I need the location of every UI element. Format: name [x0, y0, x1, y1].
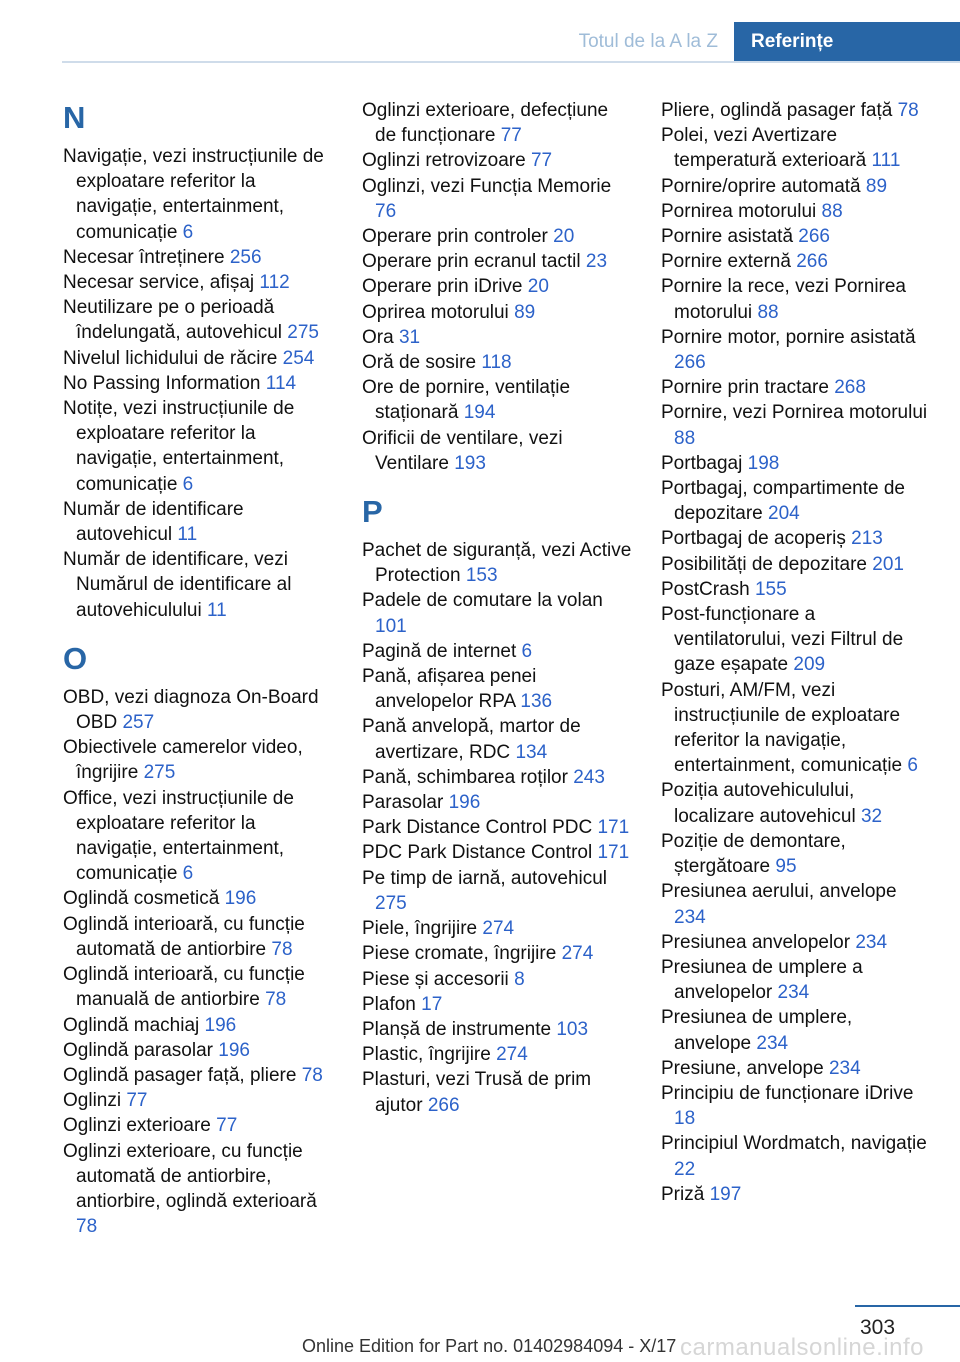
index-entry: [362, 148, 632, 173]
index-entry: [661, 829, 931, 879]
index-entry: [661, 1131, 931, 1181]
index-entry-term: Oglinzi, vezi Funcția Memorie: [362, 175, 612, 197]
index-entry: [63, 295, 333, 345]
index-entry: [661, 249, 931, 274]
index-entry-term: Pană, schimbarea roților: [362, 766, 568, 788]
page-link[interactable]: 77: [500, 125, 522, 147]
index-entry: [63, 1013, 333, 1038]
index-entry: [63, 270, 333, 295]
index-entry: [661, 98, 931, 123]
page-link[interactable]: 275: [143, 762, 176, 784]
index-entry-term: Pană anvelopă, martor de avertizare, RDC: [362, 716, 581, 763]
index-entry: [661, 123, 931, 173]
page-link[interactable]: 95: [775, 856, 797, 878]
index-entry: [661, 879, 931, 929]
index-entry: [362, 375, 632, 425]
page-link[interactable]: 88: [821, 200, 843, 222]
index-entry-term: Principiu de funcționare iDrive: [661, 1082, 914, 1104]
page-link[interactable]: 17: [421, 993, 443, 1015]
index-entry: [362, 941, 632, 966]
index-entry: [362, 916, 632, 941]
index-entry-term: Oglinzi retrovizoare: [362, 150, 526, 172]
index-entry-term: Număr de identificare autovehicul: [63, 498, 244, 546]
page-link[interactable]: 254: [282, 347, 315, 369]
index-entry: [661, 1182, 931, 1207]
index-entry-term: Office, vezi instrucțiunile de exploatare referitor la navigație, entertainment, comunicație: [63, 787, 294, 885]
header-tabs: [565, 22, 960, 62]
index-entry-term: Pornire asistată: [661, 226, 794, 248]
index-entry: [63, 1113, 333, 1138]
index-entry-term: Necesar întreținere: [63, 246, 225, 268]
index-entry-term: Obiectivele camerelor video, îngrijire: [63, 737, 303, 784]
index-entry: [63, 396, 333, 497]
index-entry-term: Pornire externă: [661, 251, 791, 273]
index-entry-term: Principiul Wordmatch, navigație: [661, 1133, 927, 1155]
page-link[interactable]: 101: [375, 615, 407, 637]
page-link[interactable]: 78: [76, 1216, 98, 1238]
index-entry-term: Pornire, vezi Pornirea motorului: [661, 402, 928, 424]
page-link[interactable]: 213: [851, 528, 883, 550]
index-entry: [362, 174, 632, 224]
page-link[interactable]: 89: [865, 175, 888, 197]
index-entry: [362, 224, 632, 249]
index-entry-term: Presiunea aerului, anvelope: [661, 881, 897, 903]
index-entry: [661, 400, 931, 450]
index-entry-term: Necesar service, afișaj: [63, 272, 255, 294]
index-entry-term: Post-funcționare a ventilatorului, vezi Filtrul de gaze eșapate: [661, 604, 904, 676]
page-link[interactable]: 234: [855, 931, 888, 953]
index-entry: [661, 955, 931, 1005]
page-link[interactable]: 209: [793, 654, 826, 676]
index-entry-term: Piese cromate, îngrijire: [362, 943, 557, 965]
index-entry: [362, 538, 632, 588]
index-entry-term: Park Distance Control PDC: [362, 817, 593, 839]
index-entry: [362, 274, 632, 299]
page-link[interactable]: 111: [871, 150, 901, 172]
index-entry: [63, 371, 333, 396]
page-link[interactable]: 193: [454, 452, 486, 474]
index-entry: [362, 664, 632, 714]
page-number: 303: [860, 1316, 896, 1339]
page-link[interactable]: 197: [709, 1183, 742, 1205]
index-entry-term: Operare prin iDrive: [362, 276, 523, 298]
page-link[interactable]: 196: [204, 1014, 237, 1036]
page-link[interactable]: 11: [177, 524, 198, 546]
page-link[interactable]: 77: [126, 1090, 148, 1112]
index-entry: [63, 1088, 333, 1113]
index-entry: [661, 552, 931, 577]
index-entry: [362, 992, 632, 1017]
page-link[interactable]: 89: [514, 301, 536, 323]
page-link[interactable]: 78: [897, 100, 919, 121]
index-entry: [362, 1042, 632, 1067]
index-entry-term: Oglindă interioară, cu funcție manuală de antiorbire: [63, 964, 305, 1011]
page-link[interactable]: 266: [427, 1094, 460, 1116]
index-entry-term: Oră de sosire: [362, 352, 477, 374]
index-entry-term: Ora: [362, 326, 394, 348]
index-entry: [63, 786, 333, 887]
index-entry: [661, 577, 931, 602]
page-link[interactable]: 78: [265, 989, 287, 1011]
page-link[interactable]: 6: [907, 755, 918, 777]
page-link[interactable]: 266: [796, 251, 828, 273]
index-entry: [362, 790, 632, 815]
index-entry-term: Oglindă pasager față, pliere: [63, 1064, 297, 1086]
page-link[interactable]: 234: [777, 982, 810, 1004]
index-entry-term: Pornire la rece, vezi Pornirea motorului: [661, 276, 906, 323]
index-entry-term: Oglinzi exterioare, defecțiune de funcționare: [362, 100, 609, 147]
index-entry: [362, 815, 632, 840]
index-entry: [661, 174, 931, 199]
index-entry-term: No Passing Information: [63, 372, 261, 394]
page-link[interactable]: 198: [747, 452, 780, 474]
index-entry: [661, 199, 931, 224]
index-entry: [661, 476, 931, 526]
index-letter-heading: P: [362, 494, 383, 530]
index-entry: [362, 588, 632, 638]
index-entry: [63, 1139, 333, 1240]
index-column-3: [661, 98, 931, 1207]
index-entry-term: Presiunea anvelopelor: [661, 931, 851, 953]
index-entry: [661, 451, 931, 476]
footer-edition: Online Edition for Part no. 01402984094 - X/17: [302, 1336, 677, 1356]
page-link[interactable]: 171: [597, 817, 630, 839]
index-entry-term: Oglinzi exterioare: [63, 1115, 211, 1137]
index-entry: [362, 426, 632, 476]
index-entry-term: Plasturi, vezi Trusă de prim ajutor: [362, 1069, 592, 1116]
index-entry-term: Poziția autovehiculului, localizare autovehicul: [661, 780, 856, 827]
index-column-1: [63, 98, 333, 1239]
page-link[interactable]: 196: [224, 888, 257, 910]
index-entry-term: Presiune, anvelope: [661, 1057, 824, 1079]
index-entry: [661, 526, 931, 551]
index-entry-term: Presiunea de umplere, anvelope: [661, 1007, 853, 1054]
index-entry-term: Pornire motor, pornire asistată: [661, 326, 916, 348]
page-link[interactable]: 201: [872, 553, 904, 575]
page-link[interactable]: 194: [463, 402, 496, 424]
index-entry-term: Oglinzi exterioare, cu funcție automată de antiorbire, antiorbire, oglindă exterioară: [63, 1140, 317, 1212]
page-link[interactable]: 266: [798, 226, 830, 248]
index-entry-term: Orificii de ventilare, vezi Ventilare: [362, 427, 563, 474]
page-link[interactable]: 6: [182, 221, 194, 243]
page-link[interactable]: 171: [597, 842, 630, 864]
page-link[interactable]: 274: [561, 943, 594, 965]
page-link[interactable]: 31: [398, 326, 421, 348]
index-entry: [63, 1063, 333, 1088]
page-link[interactable]: 32: [860, 805, 883, 827]
index-entry: [362, 249, 632, 274]
index-entry-term: Nivelul lichidului de răcire: [63, 347, 278, 369]
page-link[interactable]: 11: [206, 599, 227, 621]
index-entry: [63, 346, 333, 371]
index-entry: [362, 639, 632, 664]
index-entry-term: Priză: [661, 1183, 705, 1205]
index-entry-term: Portbagaj: [661, 452, 743, 474]
index-entry-term: Pornirea motorului: [661, 200, 817, 222]
index-entry-term: Parasolar: [362, 792, 444, 814]
page-link[interactable]: 234: [828, 1057, 861, 1079]
page-link[interactable]: 275: [375, 892, 407, 914]
index-entry-term: Pe timp de iarnă, autovehicul: [362, 867, 608, 889]
index-entry-term: Pachet de siguranță, vezi Active Protection: [362, 540, 632, 587]
index-entry-term: Navigație, vezi instrucțiunile de exploatare referitor la navigație, entertainment, comunicație: [63, 146, 324, 243]
page-link[interactable]: 77: [530, 150, 553, 172]
index-entry: [362, 325, 632, 350]
page-link[interactable]: 243: [573, 766, 605, 788]
index-entry: [661, 1056, 931, 1081]
index-entry: [63, 497, 333, 547]
page-link[interactable]: 20: [527, 276, 549, 298]
index-entry-term: Piele, îngrijire: [362, 918, 478, 940]
index-entry-term: Pornire prin tractare: [661, 377, 829, 399]
index-entry: [63, 245, 333, 270]
page-link[interactable]: 18: [674, 1108, 696, 1130]
page-link[interactable]: 6: [182, 863, 194, 885]
index-entry: [661, 325, 931, 375]
index-entry: [63, 547, 333, 623]
page-link[interactable]: 8: [514, 968, 525, 990]
index-entry-term: OBD, vezi diagnoza On-Board OBD: [63, 686, 319, 734]
page-link[interactable]: 78: [301, 1064, 323, 1086]
page-link[interactable]: 6: [182, 473, 194, 495]
index-entry: [661, 274, 931, 324]
index-entry-term: Număr de identificare, vezi Numărul de identificare al autovehiculului: [63, 549, 292, 621]
index-entry: [362, 300, 632, 325]
index-entry-term: Operare prin ecranul tactil: [362, 251, 581, 273]
index-entry: [661, 1081, 931, 1131]
page-link[interactable]: 196: [448, 792, 481, 814]
index-entry-term: Operare prin controler: [362, 226, 548, 248]
index-letter-heading: N: [63, 100, 86, 135]
page-link[interactable]: 23: [585, 251, 608, 273]
page-link[interactable]: 136: [520, 691, 553, 713]
page-link[interactable]: 77: [216, 1115, 238, 1137]
index-entry-term: PostCrash: [661, 578, 750, 600]
index-entry-term: Oglindă machiaj: [63, 1014, 200, 1036]
index-entry: [63, 1038, 333, 1063]
page-link[interactable]: 266: [674, 352, 706, 374]
page-link[interactable]: 20: [553, 226, 575, 248]
index-entry: [661, 1005, 931, 1055]
index-entry-term: Pornire/oprire automată: [661, 175, 861, 197]
index-entry-term: Poziție de demontare, ștergătoare: [661, 830, 846, 878]
page-link[interactable]: 112: [259, 272, 290, 294]
index-entry: [63, 735, 333, 785]
index-entry-term: Pană, afișarea penei anvelopelor RPA: [362, 666, 537, 713]
index-entry: [661, 930, 931, 955]
page-link[interactable]: 134: [515, 741, 548, 763]
index-entry: [63, 144, 333, 245]
index-entry-term: Portbagaj, compartimente de depozitare: [661, 478, 905, 525]
page-link[interactable]: 22: [674, 1158, 696, 1180]
index-entry-term: Plafon: [362, 993, 416, 1015]
index-entry: [63, 912, 333, 962]
page-link[interactable]: 275: [287, 322, 319, 344]
index-entry-term: Padele de comutare la volan: [362, 590, 603, 612]
index-entry: [362, 1067, 632, 1117]
index-entry: [661, 678, 931, 779]
index-entry: [661, 602, 931, 678]
page-link[interactable]: 76: [375, 200, 397, 222]
page-link[interactable]: 78: [271, 938, 293, 960]
section-tab[interactable]: Totul de la A la Z: [578, 31, 718, 52]
page-link[interactable]: 268: [834, 377, 866, 399]
page-link[interactable]: 257: [122, 712, 155, 734]
index-entry: [661, 224, 931, 249]
index-entry: [362, 350, 632, 375]
index-entry-term: Oprirea motorului: [362, 301, 509, 323]
page-link[interactable]: 204: [768, 503, 800, 525]
index-letter-heading: O: [63, 640, 88, 676]
index-entry: [362, 967, 632, 992]
index-entry: [362, 98, 632, 148]
index-entry: [661, 778, 931, 828]
index-entry: [362, 866, 632, 916]
index-column-2: [362, 98, 632, 1118]
page-link[interactable]: 196: [218, 1039, 250, 1061]
index-entry-term: Neutilizare pe o perioadă îndelungată, autovehicul: [63, 297, 282, 344]
index-entry: [63, 886, 333, 911]
index-entry-term: Planșă de instrumente: [362, 1018, 552, 1040]
page-link[interactable]: 234: [756, 1032, 789, 1054]
index-entry-term: Posturi, AM/FM, vezi instrucțiunile de exploatare referitor la navigație, entertainment, comunicație: [661, 679, 903, 777]
index-entry-term: Oglindă parasolar: [63, 1039, 213, 1061]
page-link[interactable]: 155: [754, 578, 787, 600]
index-entry: [362, 840, 632, 865]
page-link[interactable]: 153: [465, 565, 498, 587]
page-link[interactable]: 88: [757, 301, 779, 323]
index-entry-term: Piese și accesorii: [362, 968, 509, 990]
page-link[interactable]: 103: [556, 1018, 589, 1040]
index-entry-term: Presiunea de umplere a anvelopelor: [661, 956, 863, 1004]
index-entry-term: Pliere, oglindă pasager față: [661, 100, 893, 121]
watermark: carmanualsonline.info: [680, 1334, 924, 1361]
index-entry-term: Notițe, vezi instrucțiunile de exploatare referitor la navigație, entertainment, comunicație: [63, 398, 295, 495]
page-link[interactable]: 88: [674, 427, 696, 449]
chapter-tab[interactable]: Referințe: [734, 22, 960, 62]
page-link[interactable]: 256: [229, 246, 262, 268]
index-entry: [63, 685, 333, 735]
page-link[interactable]: 114: [265, 372, 297, 394]
header-divider: [62, 61, 960, 63]
index-entry-term: Plastic, îngrijire: [362, 1044, 491, 1066]
index-entry-term: Oglindă interioară, cu funcție automată de antiorbire: [63, 913, 305, 960]
index-entry: [661, 375, 931, 400]
page-link[interactable]: 274: [482, 918, 515, 940]
page-link[interactable]: 6: [521, 640, 533, 662]
index-entry-term: Polei, vezi Avertizare temperatură exterioară: [661, 125, 867, 172]
index-entry-term: Pagină de internet: [362, 640, 517, 662]
footer-divider: [855, 1305, 960, 1307]
index-entry: [362, 765, 632, 790]
page-link[interactable]: 274: [496, 1044, 528, 1066]
index-entry-term: PDC Park Distance Control: [362, 842, 593, 864]
index-entry: [63, 962, 333, 1012]
page-link[interactable]: 234: [674, 906, 706, 928]
index-entry-term: Oglinzi: [63, 1090, 122, 1112]
index-entry-term: Oglindă cosmetică: [63, 888, 220, 910]
index-entry-term: Portbagaj de acoperiș: [661, 528, 846, 550]
index-entry: [362, 1017, 632, 1042]
index-entry: [362, 714, 632, 764]
page-link[interactable]: 118: [481, 352, 512, 374]
index-entry-term: Posibilități de depozitare: [661, 553, 867, 575]
index-entry-term: Ore de pornire, ventilație staționară: [362, 377, 571, 424]
